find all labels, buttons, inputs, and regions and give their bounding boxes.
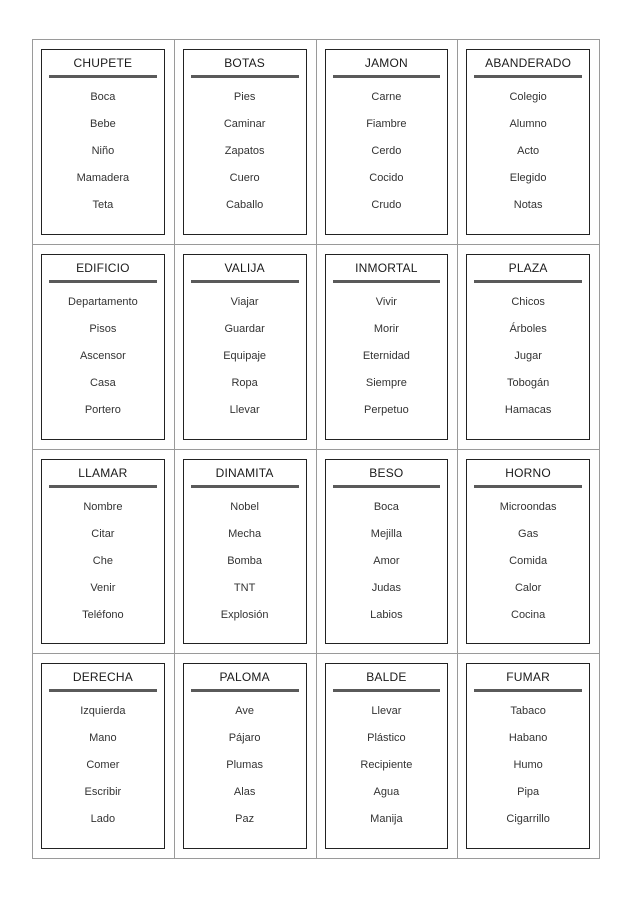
forbidden-word-list (326, 501, 448, 636)
forbidden-word: Llevar (371, 705, 402, 718)
word-card (41, 49, 165, 235)
forbidden-word: Casa (90, 376, 116, 389)
card-cell (33, 450, 175, 655)
forbidden-word-list (42, 296, 164, 431)
word-card (325, 663, 449, 849)
card-title: EDIFICIO (76, 260, 130, 275)
forbidden-word: Ascensor (79, 349, 126, 362)
title-divider (474, 485, 582, 488)
forbidden-word: Cocina (511, 608, 546, 621)
forbidden-word: Lado (90, 813, 116, 826)
forbidden-word: Vivir (375, 295, 397, 308)
forbidden-word: Pies (233, 91, 256, 103)
forbidden-word: Ropa (231, 376, 258, 389)
title-divider (191, 280, 299, 283)
forbidden-word: Elegido (509, 172, 547, 184)
word-card (325, 254, 449, 440)
forbidden-word-list (326, 296, 448, 431)
forbidden-word: Boca (90, 91, 116, 103)
word-card (325, 49, 449, 235)
card-cell (33, 245, 175, 450)
forbidden-word: Crudo (371, 199, 402, 211)
forbidden-word-list (467, 91, 589, 226)
forbidden-word: Siempre (365, 376, 407, 389)
forbidden-word: Izquierda (80, 705, 126, 718)
forbidden-word: Amor (373, 554, 400, 567)
card-title: PLAZA (508, 260, 548, 275)
forbidden-word: Pisos (89, 322, 117, 335)
card-title: INMORTAL (355, 260, 418, 275)
forbidden-word: Habano (508, 732, 548, 745)
forbidden-word: Humo (513, 759, 543, 772)
forbidden-word: Comida (509, 554, 548, 567)
forbidden-word: Colegio (509, 91, 547, 103)
forbidden-word: Cocido (369, 172, 404, 184)
forbidden-word: Cuero (229, 172, 260, 184)
card-title: BESO (369, 465, 404, 480)
card-cell (317, 40, 459, 245)
forbidden-word: Judas (371, 581, 402, 594)
word-card (183, 254, 307, 440)
forbidden-word: Alas (233, 786, 256, 799)
word-card (41, 459, 165, 645)
title-divider (474, 75, 582, 78)
title-divider (333, 689, 441, 692)
forbidden-word: Guardar (224, 322, 265, 335)
forbidden-word: Pájaro (228, 732, 261, 745)
forbidden-word: Mamadera (76, 172, 130, 184)
card-cell (175, 245, 317, 450)
card-cell (33, 654, 175, 859)
forbidden-word: Bomba (227, 554, 263, 567)
forbidden-word: Teta (92, 199, 114, 211)
forbidden-word: Acto (517, 145, 540, 157)
forbidden-word: Pipa (517, 786, 540, 799)
forbidden-word: Bebe (90, 118, 116, 130)
forbidden-word: Zapatos (224, 145, 265, 157)
forbidden-word: Cerdo (371, 145, 402, 157)
card-title: CHUPETE (73, 56, 133, 70)
forbidden-word: Ave (235, 705, 254, 718)
forbidden-word: Portero (84, 403, 121, 416)
forbidden-word: Boca (373, 500, 399, 513)
card-title: ABANDERADO (485, 56, 572, 70)
forbidden-word-list (184, 501, 306, 636)
forbidden-word: TNT (233, 581, 256, 594)
forbidden-word: Chicos (511, 295, 545, 308)
forbidden-word-list (184, 91, 306, 226)
forbidden-word: Plumas (226, 759, 263, 772)
card-title: DINAMITA (215, 465, 274, 480)
word-card (41, 254, 165, 440)
forbidden-word: Paz (235, 813, 255, 826)
forbidden-word-list (326, 705, 448, 840)
card-cell (458, 450, 600, 655)
title-divider (49, 689, 157, 692)
forbidden-word: Escribir (84, 786, 122, 799)
card-sheet (32, 39, 600, 859)
forbidden-word: Nobel (230, 500, 259, 513)
forbidden-word-list (467, 501, 589, 636)
title-divider (49, 280, 157, 283)
forbidden-word: Mano (89, 732, 117, 745)
forbidden-word: Plástico (367, 732, 406, 745)
forbidden-word: Jugar (514, 349, 542, 362)
card-title: FUMAR (506, 670, 550, 685)
forbidden-word-list (467, 296, 589, 431)
forbidden-word: Caminar (223, 118, 266, 130)
forbidden-word: Llevar (229, 403, 260, 416)
forbidden-word: Equipaje (223, 349, 267, 362)
forbidden-word: Alumno (509, 118, 547, 130)
forbidden-word: Citar (91, 527, 115, 540)
title-divider (191, 689, 299, 692)
forbidden-word: Fiambre (366, 118, 407, 130)
forbidden-word-list (184, 705, 306, 840)
forbidden-word: Microondas (499, 500, 557, 513)
forbidden-word-list (184, 296, 306, 431)
card-cell (317, 450, 459, 655)
card-cell (458, 40, 600, 245)
card-cell (175, 450, 317, 655)
title-divider (333, 75, 441, 78)
forbidden-word: Niño (91, 145, 115, 157)
forbidden-word: Tobogán (507, 376, 550, 389)
card-cell (175, 654, 317, 859)
card-cell (458, 245, 600, 450)
word-card (183, 459, 307, 645)
forbidden-word: Gas (518, 527, 539, 540)
forbidden-word-list (42, 91, 164, 226)
forbidden-word: Che (92, 554, 113, 567)
title-divider (333, 280, 441, 283)
word-card (466, 49, 590, 235)
card-title: VALIJA (224, 260, 265, 275)
forbidden-word: Caballo (225, 199, 264, 211)
card-cell (458, 654, 600, 859)
forbidden-word: Teléfono (82, 608, 124, 621)
card-title: PALOMA (219, 670, 270, 685)
word-card (466, 459, 590, 645)
card-title: DERECHA (72, 670, 133, 685)
card-cell (175, 40, 317, 245)
title-divider (474, 280, 582, 283)
forbidden-word-list (326, 91, 448, 226)
card-cell (33, 40, 175, 245)
forbidden-word: Explosión (220, 608, 269, 621)
forbidden-word: Tabaco (510, 705, 546, 718)
title-divider (333, 485, 441, 488)
word-card (466, 254, 590, 440)
forbidden-word: Carne (371, 91, 402, 103)
forbidden-word: Perpetuo (364, 403, 409, 416)
word-card (325, 459, 449, 645)
card-title: JAMON (364, 56, 408, 70)
forbidden-word: Mejilla (370, 527, 402, 540)
card-title: BALDE (366, 670, 407, 685)
word-card (183, 663, 307, 849)
forbidden-word-list (42, 501, 164, 636)
forbidden-word: Morir (373, 322, 399, 335)
word-card (466, 663, 590, 849)
forbidden-word: Hamacas (504, 403, 552, 416)
forbidden-word: Viajar (230, 295, 259, 308)
title-divider (191, 75, 299, 78)
forbidden-word: Recipiente (360, 759, 413, 772)
card-cell (317, 654, 459, 859)
card-title: BOTAS (224, 56, 266, 70)
forbidden-word: Venir (90, 581, 116, 594)
word-card (41, 663, 165, 849)
title-divider (49, 485, 157, 488)
title-divider (49, 75, 157, 78)
title-divider (191, 485, 299, 488)
card-title: LLAMAR (78, 465, 128, 480)
forbidden-word: Árboles (509, 322, 547, 335)
forbidden-word: Departamento (68, 295, 138, 308)
forbidden-word: Manija (370, 813, 403, 826)
title-divider (474, 689, 582, 692)
forbidden-word: Labios (370, 608, 403, 621)
card-cell (317, 245, 459, 450)
forbidden-word-list (42, 705, 164, 840)
forbidden-word: Cigarrillo (506, 813, 550, 826)
forbidden-word: Notas (513, 199, 543, 211)
forbidden-word: Calor (514, 581, 542, 594)
forbidden-word: Eternidad (362, 349, 410, 362)
word-card (183, 49, 307, 235)
forbidden-word: Comer (86, 759, 120, 772)
forbidden-word: Mecha (228, 527, 262, 540)
card-title: HORNO (505, 465, 551, 480)
forbidden-word-list (467, 705, 589, 840)
forbidden-word: Agua (373, 786, 400, 799)
forbidden-word: Nombre (83, 500, 123, 513)
